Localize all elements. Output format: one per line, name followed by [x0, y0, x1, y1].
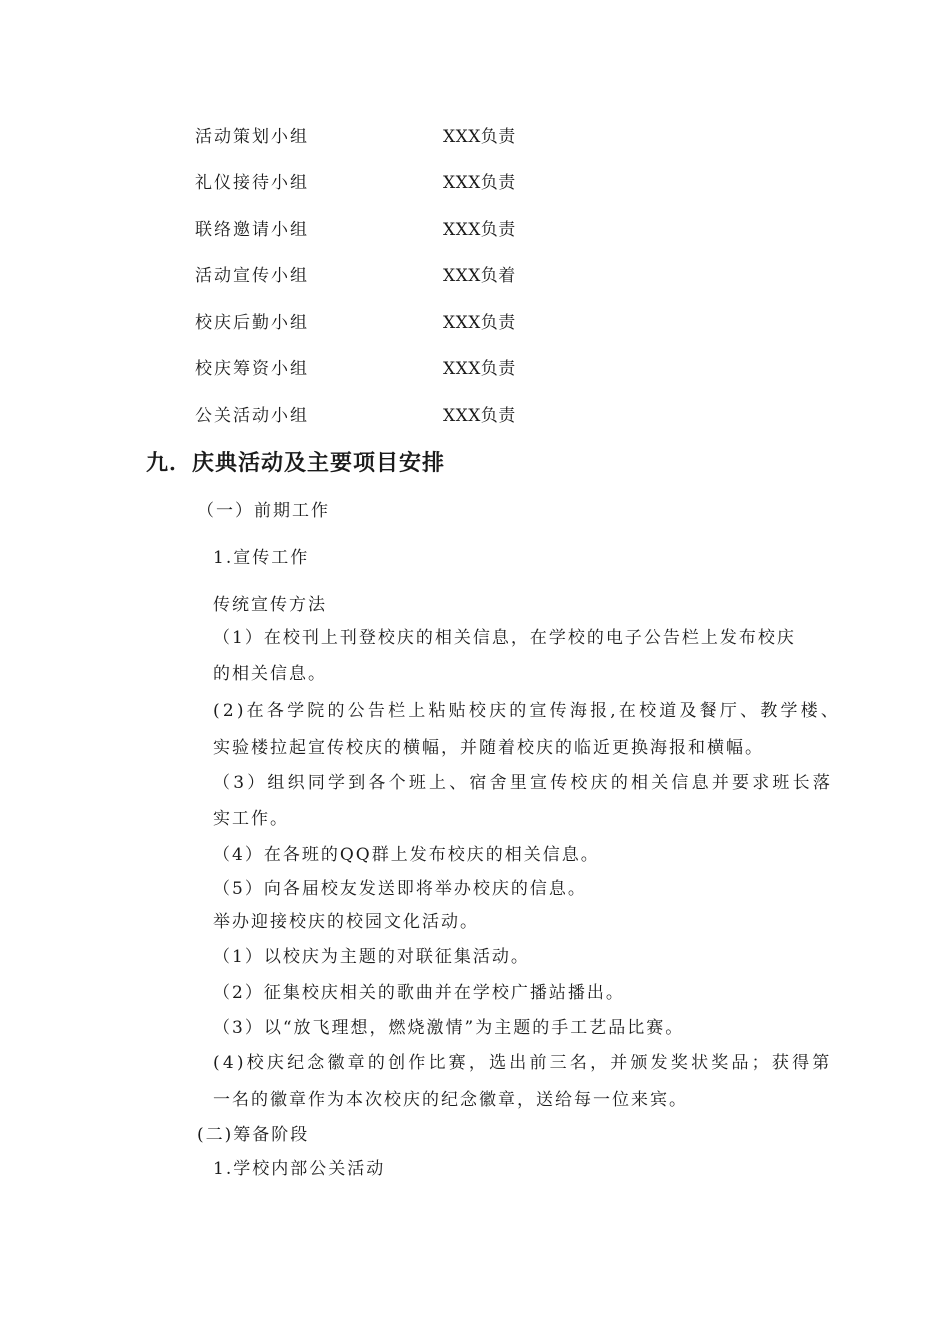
- group-owner: XXX负责: [443, 220, 516, 240]
- group-owner: XXX负责: [443, 313, 516, 333]
- paragraph-line: （3）组织同学到各个班上、宿舍里宣传校庆的相关信息并要求班长落: [213, 773, 834, 793]
- group-name: 活动宣传小组: [195, 266, 309, 286]
- paragraph-line: 实验楼拉起宣传校庆的横幅，并随着校庆的临近更换海报和横幅。: [213, 738, 764, 758]
- item-heading: 1.学校内部公关活动: [213, 1159, 386, 1179]
- paragraph-line: （2）征集校庆相关的歌曲并在学校广播站播出。: [213, 983, 625, 1003]
- group-owner: XXX负责: [443, 127, 516, 147]
- group-owner: XXX负着: [443, 266, 516, 286]
- group-name: 联络邀请小组: [195, 220, 309, 240]
- paragraph-line: （5）向各届校友发送即将举办校庆的信息。: [213, 879, 587, 899]
- subsection-heading: （一）前期工作: [197, 501, 330, 521]
- item-heading: 1.宣传工作: [213, 548, 310, 568]
- group-name: 公关活动小组: [195, 406, 309, 426]
- group-name: 活动策划小组: [195, 127, 309, 147]
- subsection-heading: (二)筹备阶段: [197, 1125, 310, 1145]
- group-name: 校庆后勤小组: [195, 313, 309, 333]
- group-owner: XXX负责: [443, 406, 516, 426]
- paragraph-line: （3）以“放飞理想，燃烧激情”为主题的手工艺品比赛。: [213, 1018, 685, 1038]
- paragraph-line: （1）以校庆为主题的对联征集活动。: [213, 947, 530, 967]
- group-owner: XXX负责: [443, 359, 516, 379]
- paragraph-line: 实工作。: [213, 809, 289, 829]
- group-name: 礼仪接待小组: [195, 173, 309, 193]
- group-name: 校庆筹资小组: [195, 359, 309, 379]
- section-heading: 九．庆典活动及主要项目安排: [146, 451, 446, 476]
- paragraph-line: 一名的徽章作为本次校庆的纪念徽章，送给每一位来宾。: [213, 1090, 688, 1110]
- paragraph-line: 传统宣传方法: [213, 595, 327, 615]
- paragraph-line: 的相关信息。: [213, 664, 327, 684]
- paragraph-line: (2)在各学院的公告栏上粘贴校庆的宣传海报,在校道及餐厅、教学楼、: [213, 701, 842, 721]
- paragraph-line: 举办迎接校庆的校园文化活动。: [213, 912, 479, 932]
- paragraph-line: （1）在校刊上刊登校庆的相关信息，在学校的电子公告栏上发布校庆: [213, 628, 796, 648]
- paragraph-line: （4）在各班的QQ群上发布校庆的相关信息。: [213, 845, 600, 865]
- paragraph-line: (4)校庆纪念徽章的创作比赛，选出前三名，并颁发奖状奖品；获得第: [213, 1053, 833, 1073]
- group-owner: XXX负责: [443, 173, 516, 193]
